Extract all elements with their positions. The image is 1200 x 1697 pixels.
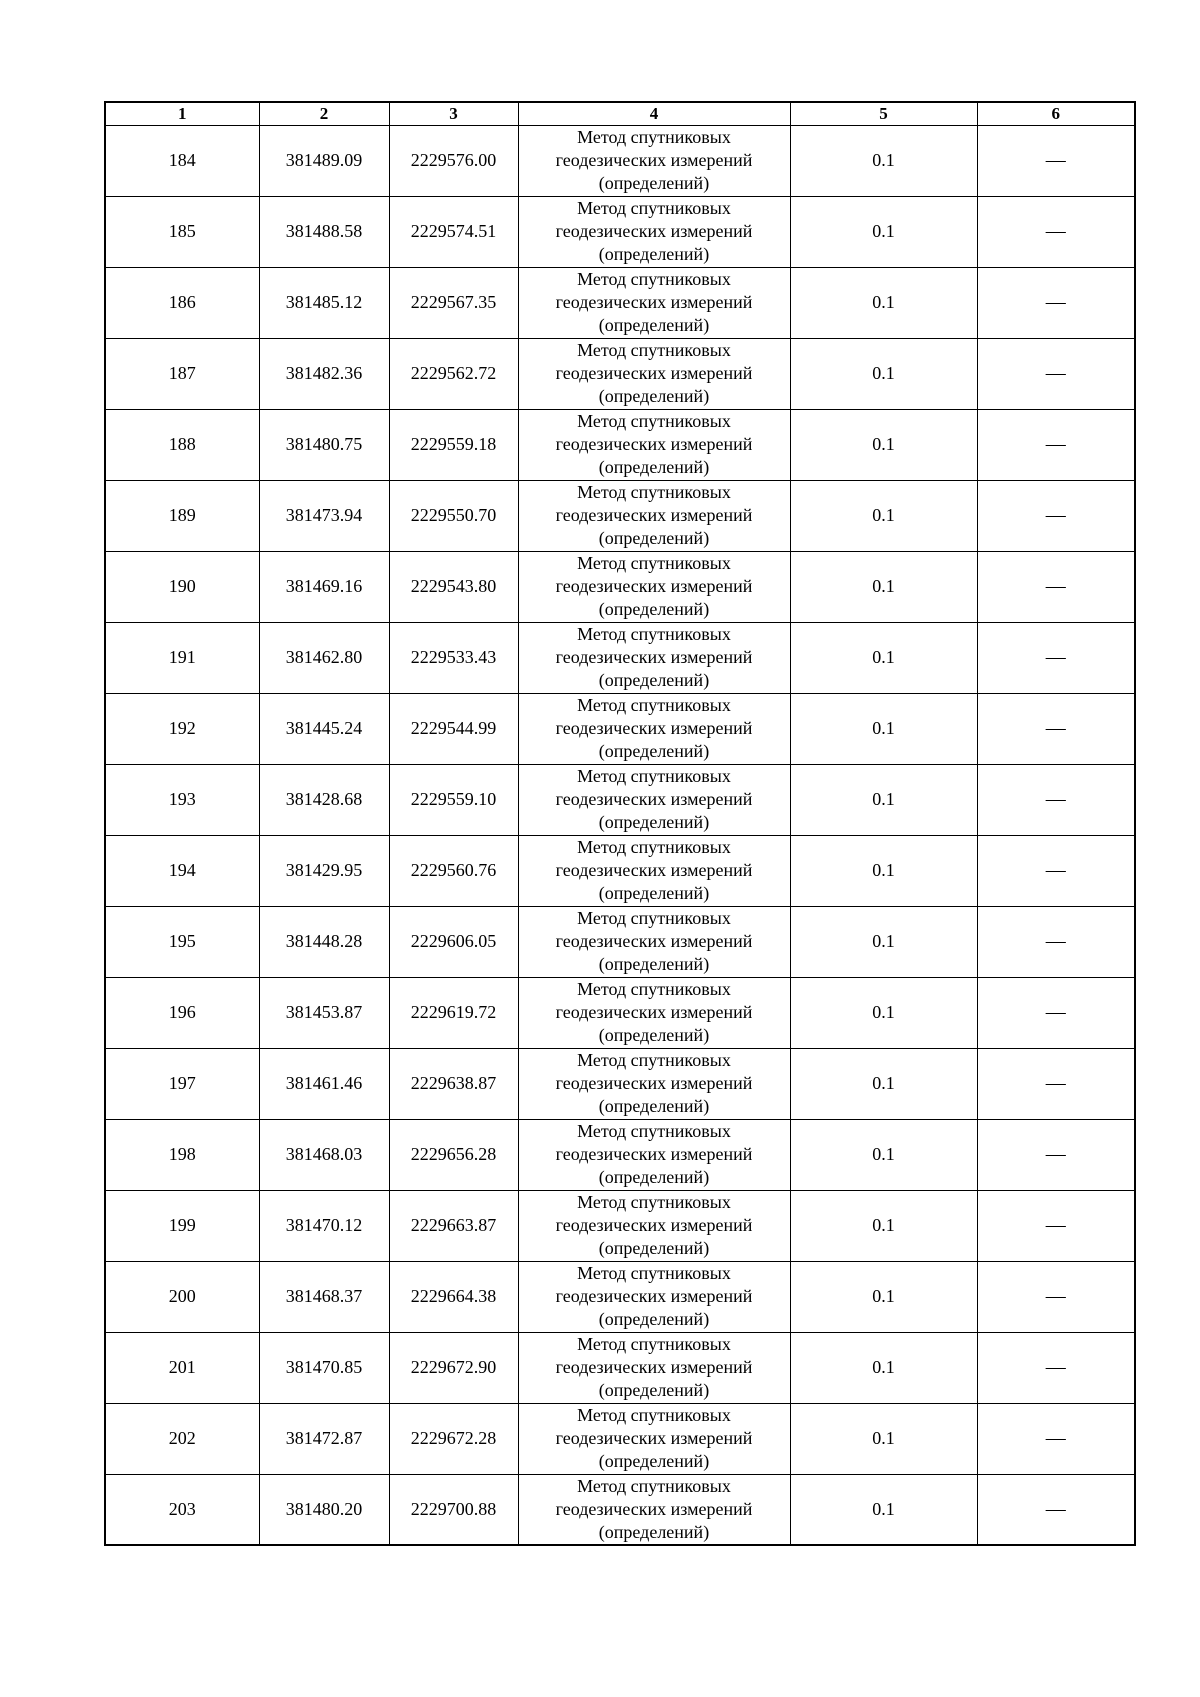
x-coordinate-cell: 381472.87 [259, 1403, 389, 1474]
y-coordinate-cell: 2229672.28 [389, 1403, 518, 1474]
table-row [105, 1474, 1135, 1545]
method-line: (определений) [598, 1380, 710, 1400]
accuracy-cell: 0.1 [790, 338, 977, 409]
table-row [105, 196, 1135, 267]
note-cell: — [977, 1048, 1135, 1119]
accuracy-cell: 0.1 [790, 835, 977, 906]
accuracy-cell: 0.1 [790, 1332, 977, 1403]
table-row [105, 267, 1135, 338]
table-row [105, 1190, 1135, 1261]
table-row [105, 764, 1135, 835]
note-cell: — [977, 409, 1135, 480]
method-cell [518, 1403, 790, 1474]
note-cell: — [977, 764, 1135, 835]
table-row [105, 906, 1135, 977]
table-row [105, 622, 1135, 693]
table-row [105, 338, 1135, 409]
accuracy-cell: 0.1 [790, 764, 977, 835]
note-cell: — [977, 693, 1135, 764]
point-number-cell: 193 [105, 764, 259, 835]
method-line: геодезических измерений [555, 1498, 753, 1519]
point-number-cell: 192 [105, 693, 259, 764]
method-line: Метод спутниковых [577, 1475, 731, 1496]
point-number-cell: 184 [105, 125, 259, 196]
point-number-cell: 189 [105, 480, 259, 551]
method-cell [518, 409, 790, 480]
table-body [105, 125, 1135, 1545]
method-cell [518, 835, 790, 906]
method-cell [518, 1474, 790, 1545]
y-coordinate-cell: 2229567.35 [389, 267, 518, 338]
y-coordinate-cell: 2229606.05 [389, 906, 518, 977]
method-line: геодезических измерений [555, 221, 753, 241]
method-line: геодезических измерений [555, 1215, 753, 1235]
method-line: Метод спутниковых [577, 1405, 731, 1425]
note-cell: — [977, 480, 1135, 551]
note-cell: — [977, 1332, 1135, 1403]
y-coordinate-cell: 2229560.76 [389, 835, 518, 906]
table-row [105, 835, 1135, 906]
y-coordinate-cell: 2229533.43 [389, 622, 518, 693]
accuracy-cell: 0.1 [790, 1474, 977, 1545]
header-col-5: 5 [790, 102, 977, 125]
accuracy-cell: 0.1 [790, 1119, 977, 1190]
accuracy-cell: 0.1 [790, 409, 977, 480]
note-cell: — [977, 906, 1135, 977]
method-line: (определений) [598, 812, 710, 832]
method-line: (определений) [598, 1451, 710, 1471]
table-row [105, 409, 1135, 480]
method-line: Метод спутниковых [577, 411, 731, 431]
accuracy-cell: 0.1 [790, 551, 977, 622]
table-row [105, 1048, 1135, 1119]
accuracy-cell: 0.1 [790, 1048, 977, 1119]
note-cell: — [977, 267, 1135, 338]
method-line: геодезических измерений [555, 292, 753, 312]
note-cell: — [977, 1261, 1135, 1332]
y-coordinate-cell: 2229576.00 [389, 125, 518, 196]
method-line: (определений) [598, 1309, 710, 1329]
note-cell: — [977, 622, 1135, 693]
note-cell: — [977, 835, 1135, 906]
method-line: Метод спутниковых [577, 340, 731, 360]
method-line: геодезических измерений [555, 931, 753, 951]
method-line: геодезических измерений [555, 1144, 753, 1164]
x-coordinate-cell: 381489.09 [259, 125, 389, 196]
note-cell: — [977, 125, 1135, 196]
note-cell: — [977, 551, 1135, 622]
method-line: Метод спутниковых [577, 482, 731, 502]
method-line: Метод спутниковых [577, 908, 731, 928]
accuracy-cell: 0.1 [790, 693, 977, 764]
method-line: геодезических измерений [555, 150, 753, 170]
method-cell [518, 1332, 790, 1403]
point-number-cell: 190 [105, 551, 259, 622]
x-coordinate-cell: 381469.16 [259, 551, 389, 622]
point-number-cell: 195 [105, 906, 259, 977]
note-cell: — [977, 1474, 1135, 1545]
method-cell [518, 1261, 790, 1332]
method-line: (определений) [598, 173, 710, 193]
method-line: геодезических измерений [555, 1357, 753, 1377]
y-coordinate-cell: 2229559.18 [389, 409, 518, 480]
method-line: геодезических измерений [555, 1073, 753, 1093]
method-cell [518, 196, 790, 267]
method-line: Метод спутниковых [577, 1121, 731, 1141]
y-coordinate-cell: 2229574.51 [389, 196, 518, 267]
note-cell: — [977, 338, 1135, 409]
note-cell: — [977, 196, 1135, 267]
y-coordinate-cell: 2229672.90 [389, 1332, 518, 1403]
header-col-3: 3 [389, 102, 518, 125]
accuracy-cell: 0.1 [790, 196, 977, 267]
method-line: Метод спутниковых [577, 1050, 731, 1070]
point-number-cell: 201 [105, 1332, 259, 1403]
method-cell [518, 1048, 790, 1119]
method-line: (определений) [598, 457, 710, 477]
accuracy-cell: 0.1 [790, 1190, 977, 1261]
y-coordinate-cell: 2229544.99 [389, 693, 518, 764]
table-row [105, 1261, 1135, 1332]
method-cell [518, 267, 790, 338]
x-coordinate-cell: 381445.24 [259, 693, 389, 764]
x-coordinate-cell: 381468.37 [259, 1261, 389, 1332]
method-line: (определений) [598, 1025, 710, 1045]
y-coordinate-cell: 2229543.80 [389, 551, 518, 622]
point-number-cell: 199 [105, 1190, 259, 1261]
method-line: Метод спутниковых [577, 1192, 731, 1212]
point-number-cell: 203 [105, 1474, 259, 1545]
note-cell: — [977, 1190, 1135, 1261]
method-line: Метод спутниковых [577, 1263, 731, 1283]
y-coordinate-cell: 2229559.10 [389, 764, 518, 835]
header-col-2: 2 [259, 102, 389, 125]
note-cell: — [977, 1119, 1135, 1190]
method-line: Метод спутниковых [577, 837, 731, 857]
method-line: Метод спутниковых [577, 766, 731, 786]
accuracy-cell: 0.1 [790, 1403, 977, 1474]
method-line: геодезических измерений [555, 1286, 753, 1306]
point-number-cell: 196 [105, 977, 259, 1048]
table-row [105, 480, 1135, 551]
note-cell: — [977, 1403, 1135, 1474]
method-line: геодезических измерений [555, 647, 753, 667]
y-coordinate-cell: 2229638.87 [389, 1048, 518, 1119]
table-row [105, 551, 1135, 622]
table-row [105, 1119, 1135, 1190]
y-coordinate-cell: 2229656.28 [389, 1119, 518, 1190]
x-coordinate-cell: 381428.68 [259, 764, 389, 835]
point-number-cell: 185 [105, 196, 259, 267]
method-line: (определений) [598, 741, 710, 761]
table-header [105, 102, 1135, 125]
point-number-cell: 198 [105, 1119, 259, 1190]
method-line: Метод спутниковых [577, 269, 731, 289]
note-cell: — [977, 977, 1135, 1048]
coordinates-table [104, 101, 1136, 1546]
point-number-cell: 187 [105, 338, 259, 409]
method-line: Метод спутниковых [577, 553, 731, 573]
header-col-4: 4 [518, 102, 790, 125]
method-cell [518, 622, 790, 693]
table-row [105, 693, 1135, 764]
method-line: Метод спутниковых [577, 624, 731, 644]
method-cell [518, 693, 790, 764]
point-number-cell: 197 [105, 1048, 259, 1119]
y-coordinate-cell: 2229663.87 [389, 1190, 518, 1261]
y-coordinate-cell: 2229562.72 [389, 338, 518, 409]
method-line: (определений) [598, 1238, 710, 1258]
x-coordinate-cell: 381461.46 [259, 1048, 389, 1119]
point-number-cell: 194 [105, 835, 259, 906]
method-cell [518, 977, 790, 1048]
accuracy-cell: 0.1 [790, 906, 977, 977]
method-line: Метод спутниковых [577, 1334, 731, 1354]
accuracy-cell: 0.1 [790, 977, 977, 1048]
method-line: Метод спутниковых [577, 198, 731, 218]
x-coordinate-cell: 381468.03 [259, 1119, 389, 1190]
method-line: (определений) [598, 954, 710, 974]
header-row [105, 102, 1135, 125]
method-line: (определений) [598, 386, 710, 406]
table-row [105, 977, 1135, 1048]
y-coordinate-cell: 2229550.70 [389, 480, 518, 551]
x-coordinate-cell: 381480.75 [259, 409, 389, 480]
point-number-cell: 186 [105, 267, 259, 338]
table-row [105, 1403, 1135, 1474]
x-coordinate-cell: 381462.80 [259, 622, 389, 693]
header-col-6: 6 [977, 102, 1135, 125]
point-number-cell: 191 [105, 622, 259, 693]
method-line: геодезических измерений [555, 1428, 753, 1448]
x-coordinate-cell: 381485.12 [259, 267, 389, 338]
method-line: геодезических измерений [555, 789, 753, 809]
x-coordinate-cell: 381488.58 [259, 196, 389, 267]
method-line: геодезических измерений [555, 434, 753, 454]
method-line: Метод спутниковых [577, 695, 731, 715]
method-line: (определений) [598, 315, 710, 335]
method-line: геодезических измерений [555, 576, 753, 596]
table-row [105, 125, 1135, 196]
table-row [105, 1332, 1135, 1403]
method-cell [518, 906, 790, 977]
y-coordinate-cell: 2229664.38 [389, 1261, 518, 1332]
method-cell [518, 480, 790, 551]
y-coordinate-cell: 2229619.72 [389, 977, 518, 1048]
method-cell [518, 125, 790, 196]
y-coordinate-cell: 2229700.88 [389, 1474, 518, 1545]
x-coordinate-cell: 381480.20 [259, 1474, 389, 1545]
accuracy-cell: 0.1 [790, 480, 977, 551]
header-col-1: 1 [105, 102, 259, 125]
method-line: (определений) [598, 599, 710, 619]
x-coordinate-cell: 381473.94 [259, 480, 389, 551]
method-cell [518, 1190, 790, 1261]
point-number-cell: 200 [105, 1261, 259, 1332]
method-line: (определений) [598, 528, 710, 548]
x-coordinate-cell: 381470.12 [259, 1190, 389, 1261]
x-coordinate-cell: 381470.85 [259, 1332, 389, 1403]
x-coordinate-cell: 381448.28 [259, 906, 389, 977]
point-number-cell: 202 [105, 1403, 259, 1474]
accuracy-cell: 0.1 [790, 622, 977, 693]
method-line: Метод спутниковых [577, 979, 731, 999]
method-line: (определений) [598, 1096, 710, 1116]
method-cell [518, 338, 790, 409]
accuracy-cell: 0.1 [790, 267, 977, 338]
method-line: Метод спутниковых [577, 127, 731, 147]
method-line: (определений) [598, 1167, 710, 1187]
accuracy-cell: 0.1 [790, 125, 977, 196]
method-line: геодезических измерений [555, 505, 753, 525]
method-line: (определений) [598, 244, 710, 264]
point-number-cell: 188 [105, 409, 259, 480]
method-line: геодезических измерений [555, 1002, 753, 1022]
method-line: геодезических измерений [555, 718, 753, 738]
method-line: (определений) [598, 670, 710, 690]
x-coordinate-cell: 381429.95 [259, 835, 389, 906]
method-cell [518, 1119, 790, 1190]
method-line: геодезических измерений [555, 860, 753, 880]
x-coordinate-cell: 381453.87 [259, 977, 389, 1048]
accuracy-cell: 0.1 [790, 1261, 977, 1332]
method-cell [518, 551, 790, 622]
x-coordinate-cell: 381482.36 [259, 338, 389, 409]
method-line: (определений) [598, 883, 710, 903]
method-line: (определений) [598, 1521, 710, 1542]
method-line: геодезических измерений [555, 363, 753, 383]
method-cell [518, 764, 790, 835]
